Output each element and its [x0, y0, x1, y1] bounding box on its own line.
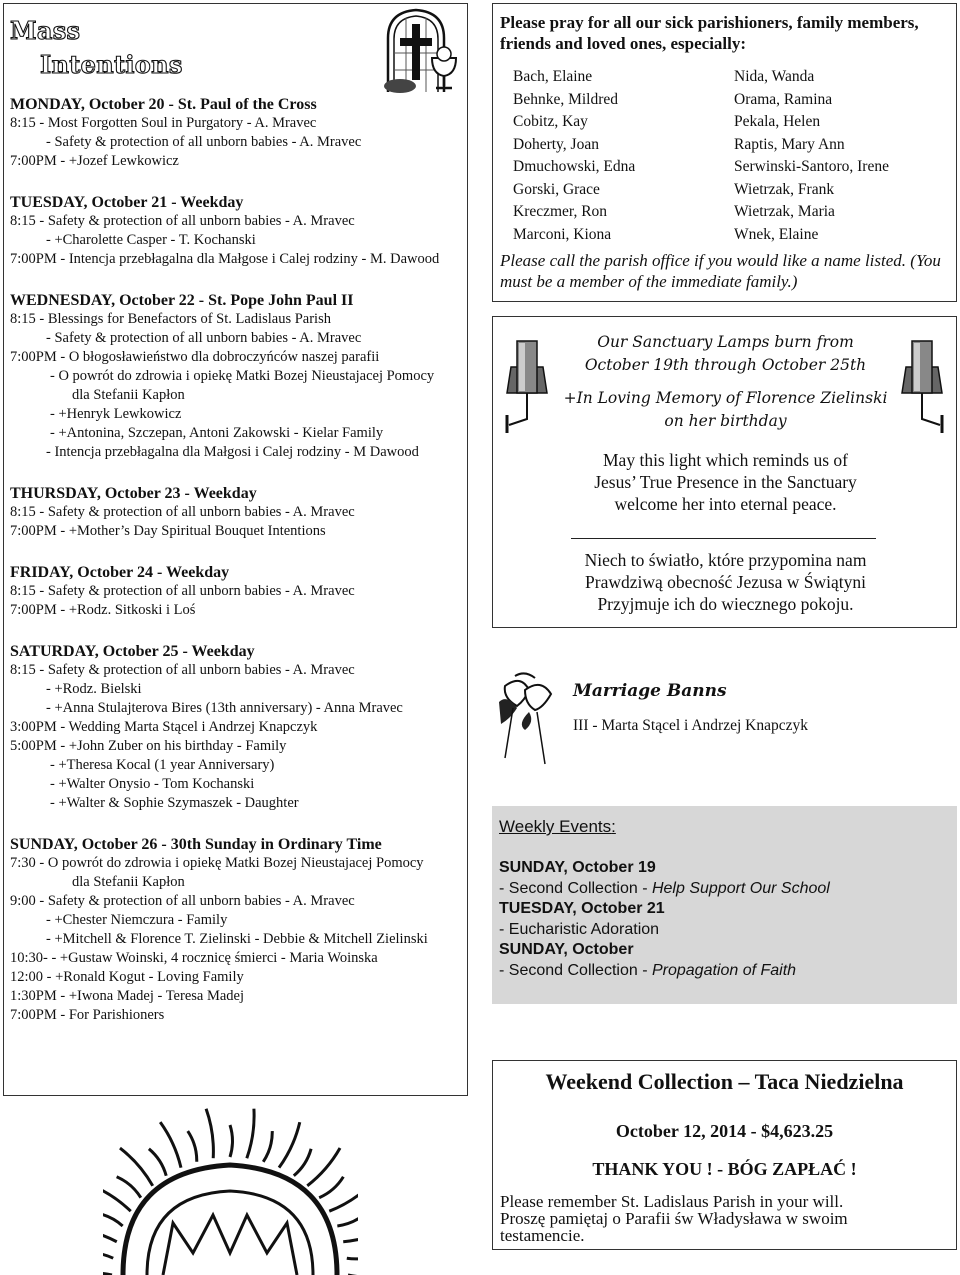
lamp-prayer-polish [553, 549, 898, 615]
mass-intention: 8:15 - Blessings for Benefactors of St. Ladislaus Parish [10, 311, 331, 327]
event-date: SUNDAY, October 19 [499, 859, 656, 876]
event-prefix: - Second Collection - [499, 879, 652, 897]
event-prefix: - Second Collection - [499, 961, 652, 979]
bequest-note-line: Proszę pamiętaj o Parafii św Władysława w swoim [500, 1209, 848, 1228]
lamp-prayer-line: Prawdziwą obecność Jezusa w Świątyni [585, 572, 866, 592]
prayer-heading: Please pray for all our sick parishioners, family members, friends and loved ones, especially: [500, 13, 919, 53]
prayer-name: Wietrzak, Frank [734, 180, 835, 198]
event-date: SUNDAY, October [499, 941, 634, 958]
prayer-name: Kreczmer, Ron [513, 203, 608, 220]
mass-intention: 7:00PM - Intencja przebłagalna dla Małgose i Calej rodziny - M. Dawood [10, 251, 440, 267]
prayer-name: Orama, Ramina [734, 90, 833, 108]
lamp-memorial [553, 387, 898, 433]
prayer-name: Cobitz, Kay [513, 113, 588, 130]
sun-ray [206, 1109, 213, 1158]
mass-day [10, 642, 465, 813]
mass-intention: - +Walter & Sophie Szymaszek - Daughter [50, 795, 299, 811]
sun-ray [347, 1254, 358, 1259]
mass-intention: - +Walter Onysio - Tom Kochanski [50, 776, 255, 792]
weekly-events-list [499, 858, 830, 981]
sun-ray [337, 1213, 358, 1226]
mass-intention: 1:30PM - +Iwona Madej - Teresa Madej [10, 988, 245, 1004]
mass-intention: 3:00PM - Wedding Marta Stącel i Andrzej Knapczyk [10, 719, 318, 735]
mass-day [10, 193, 465, 269]
mass-intention: 8:15 - Most Forgotten Soul in Purgatory - A. Mravec [10, 115, 317, 131]
prayer-name: Nida, Wanda [734, 68, 815, 85]
weekly-events-panel [492, 806, 957, 1004]
collection-thanks: THANK YOU ! - BÓG ZAPŁAĆ ! [592, 1159, 857, 1179]
prayer-name: Wietrzak, Maria [734, 203, 835, 220]
mass-intention: 12:00 - +Ronald Kogut - Loving Family [10, 969, 244, 985]
mass-day [10, 484, 465, 541]
lamp-schedule [553, 331, 898, 377]
mass-intentions-title [10, 14, 183, 82]
sanctuary-lamp-panel [492, 316, 957, 628]
church-window-icon [382, 8, 464, 94]
mass-intention: 5:00PM - +John Zuber on his birthday - Family [10, 738, 287, 754]
bequest-note-line: Please remember St. Ladislaus Parish in your will. [500, 1192, 844, 1211]
weekly-events-title-colon: : [611, 817, 616, 836]
mass-intention: - Intencja przebłagalna dla Małgosi i Calej rodziny - M Dawood [46, 444, 419, 460]
lamp-schedule-line: October 19th through October 25th [584, 356, 867, 374]
lamp-prayer-line: welcome her into eternal peace. [614, 494, 837, 514]
mass-intention: 8:15 - Safety & protection of all unborn babies - A. Mravec [10, 213, 355, 229]
weekly-events-title [499, 817, 616, 837]
lamp-prayer-line: May this light which reminds us of [603, 450, 848, 470]
event-item: - Eucharistic Adoration [499, 920, 660, 938]
lamp-schedule-line: Our Sanctuary Lamps burn from [597, 333, 854, 351]
prayer-name: Bach, Elaine [513, 68, 593, 85]
bequest-note-line: testamencie. [500, 1226, 585, 1245]
mass-intention: - +Antonina, Szczepan, Antoni Zakowski - Kielar Family [50, 425, 384, 441]
event-title: Propagation of Faith [651, 961, 797, 979]
mass-intention: 7:00PM - +Mother’s Day Spiritual Bouquet Intentions [10, 523, 326, 539]
mass-intention: 8:15 - Safety & protection of all unborn babies - A. Mravec [10, 662, 355, 678]
prayer-name: Marconi, Kiona [513, 225, 612, 243]
mass-day-heading: WEDNESDAY, October 22 - St. Pope John Paul II [10, 292, 354, 309]
event-item [499, 879, 830, 900]
mass-intention: 7:00PM - +Rodz. Sitkoski i Loś [10, 602, 196, 618]
mass-day [10, 95, 465, 171]
title-line-1: Mass [10, 16, 81, 45]
collection-title: Weekend Collection – Taca Niedzielna [545, 1069, 904, 1094]
mass-intention: - O powrót do zdrowia i opiekę Matki Bozej Nieustajacej Pomocy [50, 368, 435, 384]
mass-intention: - +Anna Stulajterova Bires (13th anniversary) - Anna Mravec [46, 700, 403, 716]
mass-intention: 7:30 - O powrót do zdrowia i opiekę Matki Bozej Nieustajacej Pomocy [10, 855, 424, 871]
sun-ray [117, 1177, 141, 1198]
mass-intention: - Safety & protection of all unborn babies - A. Mravec [46, 134, 362, 150]
mass-intention: 8:15 - Safety & protection of all unborn babies - A. Mravec [10, 504, 355, 520]
mass-intention: - Safety & protection of all unborn babies - A. Mravec [46, 330, 362, 346]
sun-ray [188, 1131, 197, 1162]
sanctuary-lamp-icon [503, 337, 555, 435]
sun-ray [279, 1122, 300, 1167]
prayer-name: Behnke, Mildred [513, 90, 619, 108]
mass-day-heading: SATURDAY, October 25 - Weekday [10, 643, 255, 660]
sun-ray [160, 1122, 181, 1167]
mass-intention: 10:30- - +Gustaw Woinski, 4 rocznicę śmierci - Maria Woinska [10, 950, 378, 966]
mass-day-heading: SUNDAY, October 26 - 30th Sunday in Ordinary Time [10, 836, 382, 853]
mass-schedule [10, 95, 465, 1025]
mass-intention: 7:00PM - For Parishioners [10, 1007, 165, 1023]
names-column-1 [513, 66, 635, 246]
sun-ray [307, 1148, 340, 1186]
marriage-banns-entry: III - Marta Stącel i Andrzej Knapczyk [573, 717, 808, 734]
prayer-name: Dmuchowski, Edna [513, 158, 636, 175]
mass-intention: 7:00PM - +Jozef Lewkowicz [10, 153, 179, 169]
sun-ray [230, 1125, 233, 1157]
sun-ray [343, 1228, 358, 1242]
event-date: TUESDAY, October 21 [499, 900, 665, 917]
sun-ray [149, 1149, 166, 1176]
sun-ray [103, 1228, 117, 1242]
mass-intention: - +Henryk Lewkowicz [50, 406, 182, 422]
lamp-prayer-line: Jesus’ True Presence in the Sanctuary [594, 472, 857, 492]
mass-intention: 9:00 - Safety & protection of all unborn babies - A. Mravec [10, 893, 355, 909]
prayer-note: Please call the parish office if you would like a name listed. (You must be a member of the immediate family.) [500, 251, 941, 291]
event-title: Help Support Our School [651, 879, 830, 897]
event-item [499, 961, 830, 982]
prayer-name: Raptis, Mary Ann [734, 135, 845, 153]
wedding-bells-icon [495, 668, 559, 768]
prayer-name: Pekala, Helen [734, 113, 821, 130]
weekend-collection-panel [492, 1060, 957, 1250]
sun-ray [247, 1109, 254, 1158]
mass-day [10, 835, 465, 1025]
collection-amount: October 12, 2014 - $4,623.25 [615, 1121, 834, 1141]
mass-intention: - +Mitchell & Florence T. Zielinski - Debbie & Mitchell Zielinski [46, 931, 428, 947]
divider [571, 538, 876, 539]
prayer-name: Wnek, Elaine [734, 225, 819, 243]
mass-intention: - +Charolette Casper - T. Kochanski [46, 232, 256, 248]
title-line-2: Intentions [40, 50, 183, 79]
weekly-events-title-text: Weekly Events [499, 817, 612, 836]
prayer-name: Serwinski-Santoro, Irene [734, 158, 889, 175]
mass-intention: - +Chester Niemczura - Family [46, 912, 228, 928]
mass-day [10, 563, 465, 620]
prayer-list-panel [492, 3, 957, 302]
mass-intention: dla Stefanii Kapłon [72, 387, 185, 403]
mass-intention: dla Stefanii Kapłon [72, 874, 185, 890]
lamp-memorial-line: +In Loving Memory of Florence Zielinski [563, 389, 888, 407]
sunburst-icon [103, 1103, 358, 1275]
mass-day-heading: MONDAY, October 20 - St. Paul of the Cross [10, 96, 317, 113]
lamp-memorial-line: on her birthday [664, 412, 787, 430]
sun-ray [103, 1253, 113, 1258]
sun-ray [319, 1177, 343, 1198]
mass-intentions-panel [3, 3, 468, 1096]
mass-intention: 7:00PM - O błogosławieństwo dla dobroczyńców naszej parafii [10, 349, 380, 365]
bequest-note [500, 1193, 945, 1244]
marriage-banns-title: Marriage Banns [573, 681, 727, 701]
mass-day-heading: TUESDAY, October 21 - Weekday [10, 194, 244, 211]
sun-ray [103, 1184, 131, 1211]
names-column-2 [734, 66, 889, 246]
mass-intention: 8:15 - Safety & protection of all unborn babies - A. Mravec [10, 583, 355, 599]
lamp-prayer-line: Przyjmuje ich do wiecznego pokoju. [597, 594, 854, 614]
mass-day-heading: THURSDAY, October 23 - Weekday [10, 485, 257, 502]
mass-intention: - +Theresa Kocal (1 year Anniversary) [50, 757, 275, 773]
sun-ray [103, 1213, 123, 1226]
prayer-name: Gorski, Grace [513, 180, 600, 198]
sun-ray [263, 1131, 272, 1162]
lamp-prayer-english [553, 449, 898, 515]
lamp-prayer-line: Niech to światło, które przypomina nam [584, 550, 867, 570]
mass-day-heading: FRIDAY, October 24 - Weekday [10, 564, 230, 581]
sanctuary-lamp-icon [894, 337, 946, 435]
mass-intention: - +Rodz. Bielski [46, 681, 142, 697]
sun-ray [294, 1149, 311, 1176]
prayer-name: Doherty, Joan [513, 135, 599, 153]
mass-day [10, 291, 465, 462]
